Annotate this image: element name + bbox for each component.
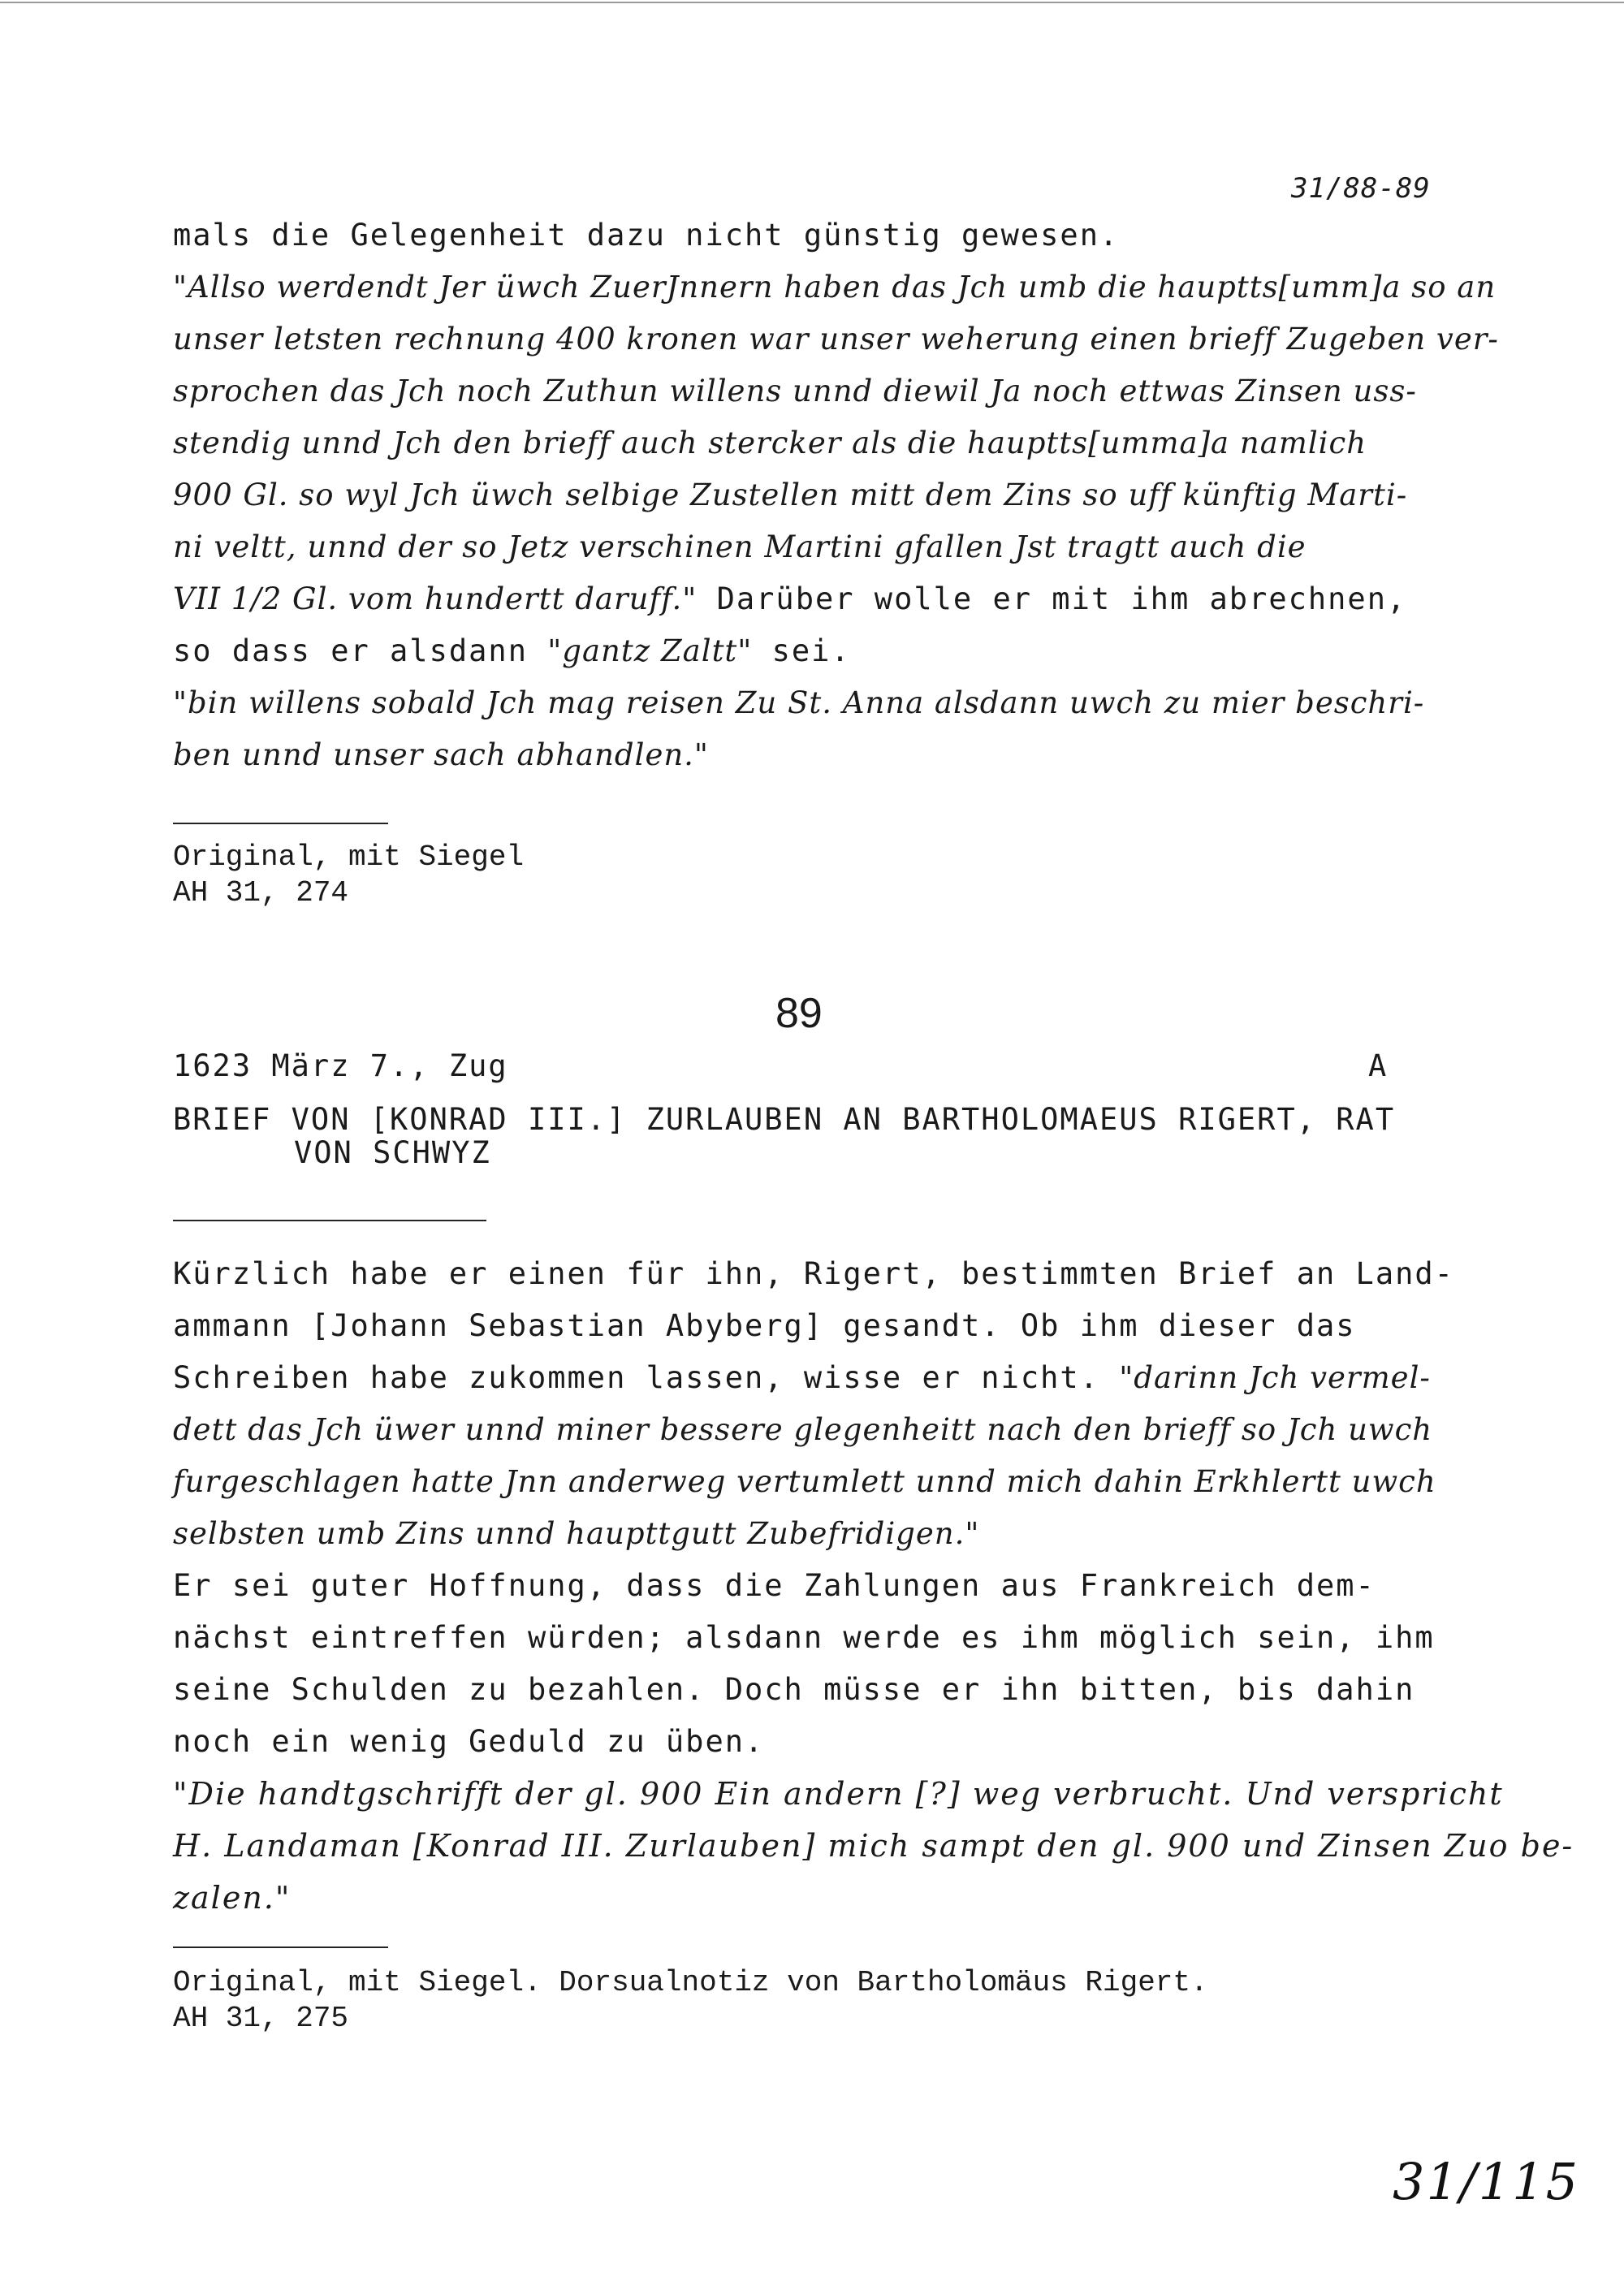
- text-line: dett das Jch üwer unnd miner bessere glegenheitt nach den brieff so Jch uwch: [173, 1412, 1433, 1447]
- text-line: Schreiben habe zukommen lassen, wisse er nicht. "darinn Jch vermel-: [173, 1360, 1431, 1395]
- text-line: seine Schulden zu bezahlen. Doch müsse er ihn bitten, bis dahin: [173, 1672, 1415, 1707]
- letter-summary-block-2: [173, 1248, 1472, 1768]
- quote-line: zalen.": [173, 1880, 292, 1916]
- footnote-rule: [173, 823, 388, 824]
- text-line: Er sei guter Hoffnung, dass die Zahlungen aus Frankreich dem-: [173, 1568, 1376, 1603]
- footnote-rule: [173, 1946, 388, 1948]
- text-line: 900 Gl. so wyl Jch üwch selbige Zustellen mitt dem Zins so uff künftig Marti-: [173, 477, 1408, 512]
- text-line: mals die Gelegenheit dazu nicht günstig gewesen.: [173, 218, 1120, 253]
- text-line: Kürzlich habe er einen für ihn, Rigert, bestimmten Brief an Land-: [173, 1256, 1454, 1291]
- archive-reference: AH 31, 275: [173, 2002, 349, 2035]
- text-line: stendig unnd Jch den brieff auch stercker als die hauptts[umma]a namlich: [173, 426, 1367, 460]
- text-line: furgeschlagen hatte Jnn anderweg vertumlett unnd mich dahin Erkhlertt uwch: [173, 1464, 1436, 1499]
- text-line: so dass er alsdann "gantz Zaltt" sei.: [173, 633, 851, 668]
- quote-line: "Die handtgschrifft der gl. 900 Ein andern [?] weg verbrucht. Und verspricht: [173, 1776, 1504, 1812]
- entry-type: A: [1368, 1048, 1387, 1083]
- source-note-line: Original, mit Siegel. Dorsualnotiz von Bartholomäus Rigert.: [173, 1966, 1208, 1999]
- quote-line: H. Landaman [Konrad III. Zurlauben] mich sampt den gl. 900 und Zinsen Zuo be-: [173, 1828, 1574, 1864]
- entry-date-place: 1623 März 7., Zug: [173, 1048, 508, 1083]
- entry-title-continuation: VON SCHWYZ: [294, 1135, 491, 1170]
- quoted-passage: [173, 1768, 1574, 1924]
- entry-number: 89: [775, 990, 823, 1037]
- handwritten-page-number: 31/115: [1393, 2152, 1580, 2211]
- source-note-line: Original, mit Siegel: [173, 840, 525, 874]
- text-line: selbsten umb Zins unnd haupttgutt Zubefridigen.": [173, 1516, 980, 1551]
- text-line: "Allso werdendt Jer üwch ZuerJnnern haben das Jch umb die hauptts[umm]a so an: [173, 270, 1497, 305]
- entry-title: BRIEF VON [KONRAD III.] ZURLAUBEN AN BARTHOLOMAEUS RIGERT, RAT: [173, 1102, 1396, 1137]
- text-line: ammann [Johann Sebastian Abyberg] gesandt. Ob ihm dieser das: [173, 1308, 1356, 1343]
- text-line: VII 1/2 Gl. vom hundertt daruff." Darüber wolle er mit ihm abrechnen,: [173, 581, 1407, 616]
- source-note-2: [173, 1965, 1208, 2037]
- text-line: ben unnd unser sach abhandlen.": [173, 737, 709, 772]
- text-line: "bin willens sobald Jch mag reisen Zu St. Anna alsdann uwch zu mier beschri-: [173, 685, 1425, 720]
- text-line: sprochen das Jch noch Zuthun willens unnd diewil Ja noch ettwas Zinsen uss-: [173, 374, 1417, 408]
- text-line: noch ein wenig Geduld zu üben.: [173, 1724, 765, 1759]
- page-reference: 31/88-89: [1291, 172, 1431, 205]
- text-line: nächst eintreffen würden; alsdann werde es ihm möglich sein, ihm: [173, 1620, 1435, 1655]
- text-line: unser letsten rechnung 400 kronen war unser weherung einen brieff Zugeben ver-: [173, 322, 1499, 356]
- title-rule: [173, 1220, 486, 1221]
- top-border-line: [0, 2, 1624, 3]
- text-line: ni veltt, unnd der so Jetz verschinen Martini gfallen Jst tragtt auch die: [173, 529, 1307, 564]
- letter-summary-block-1: [173, 210, 1499, 781]
- source-note-1: [173, 840, 524, 911]
- archive-reference: AH 31, 274: [173, 876, 349, 910]
